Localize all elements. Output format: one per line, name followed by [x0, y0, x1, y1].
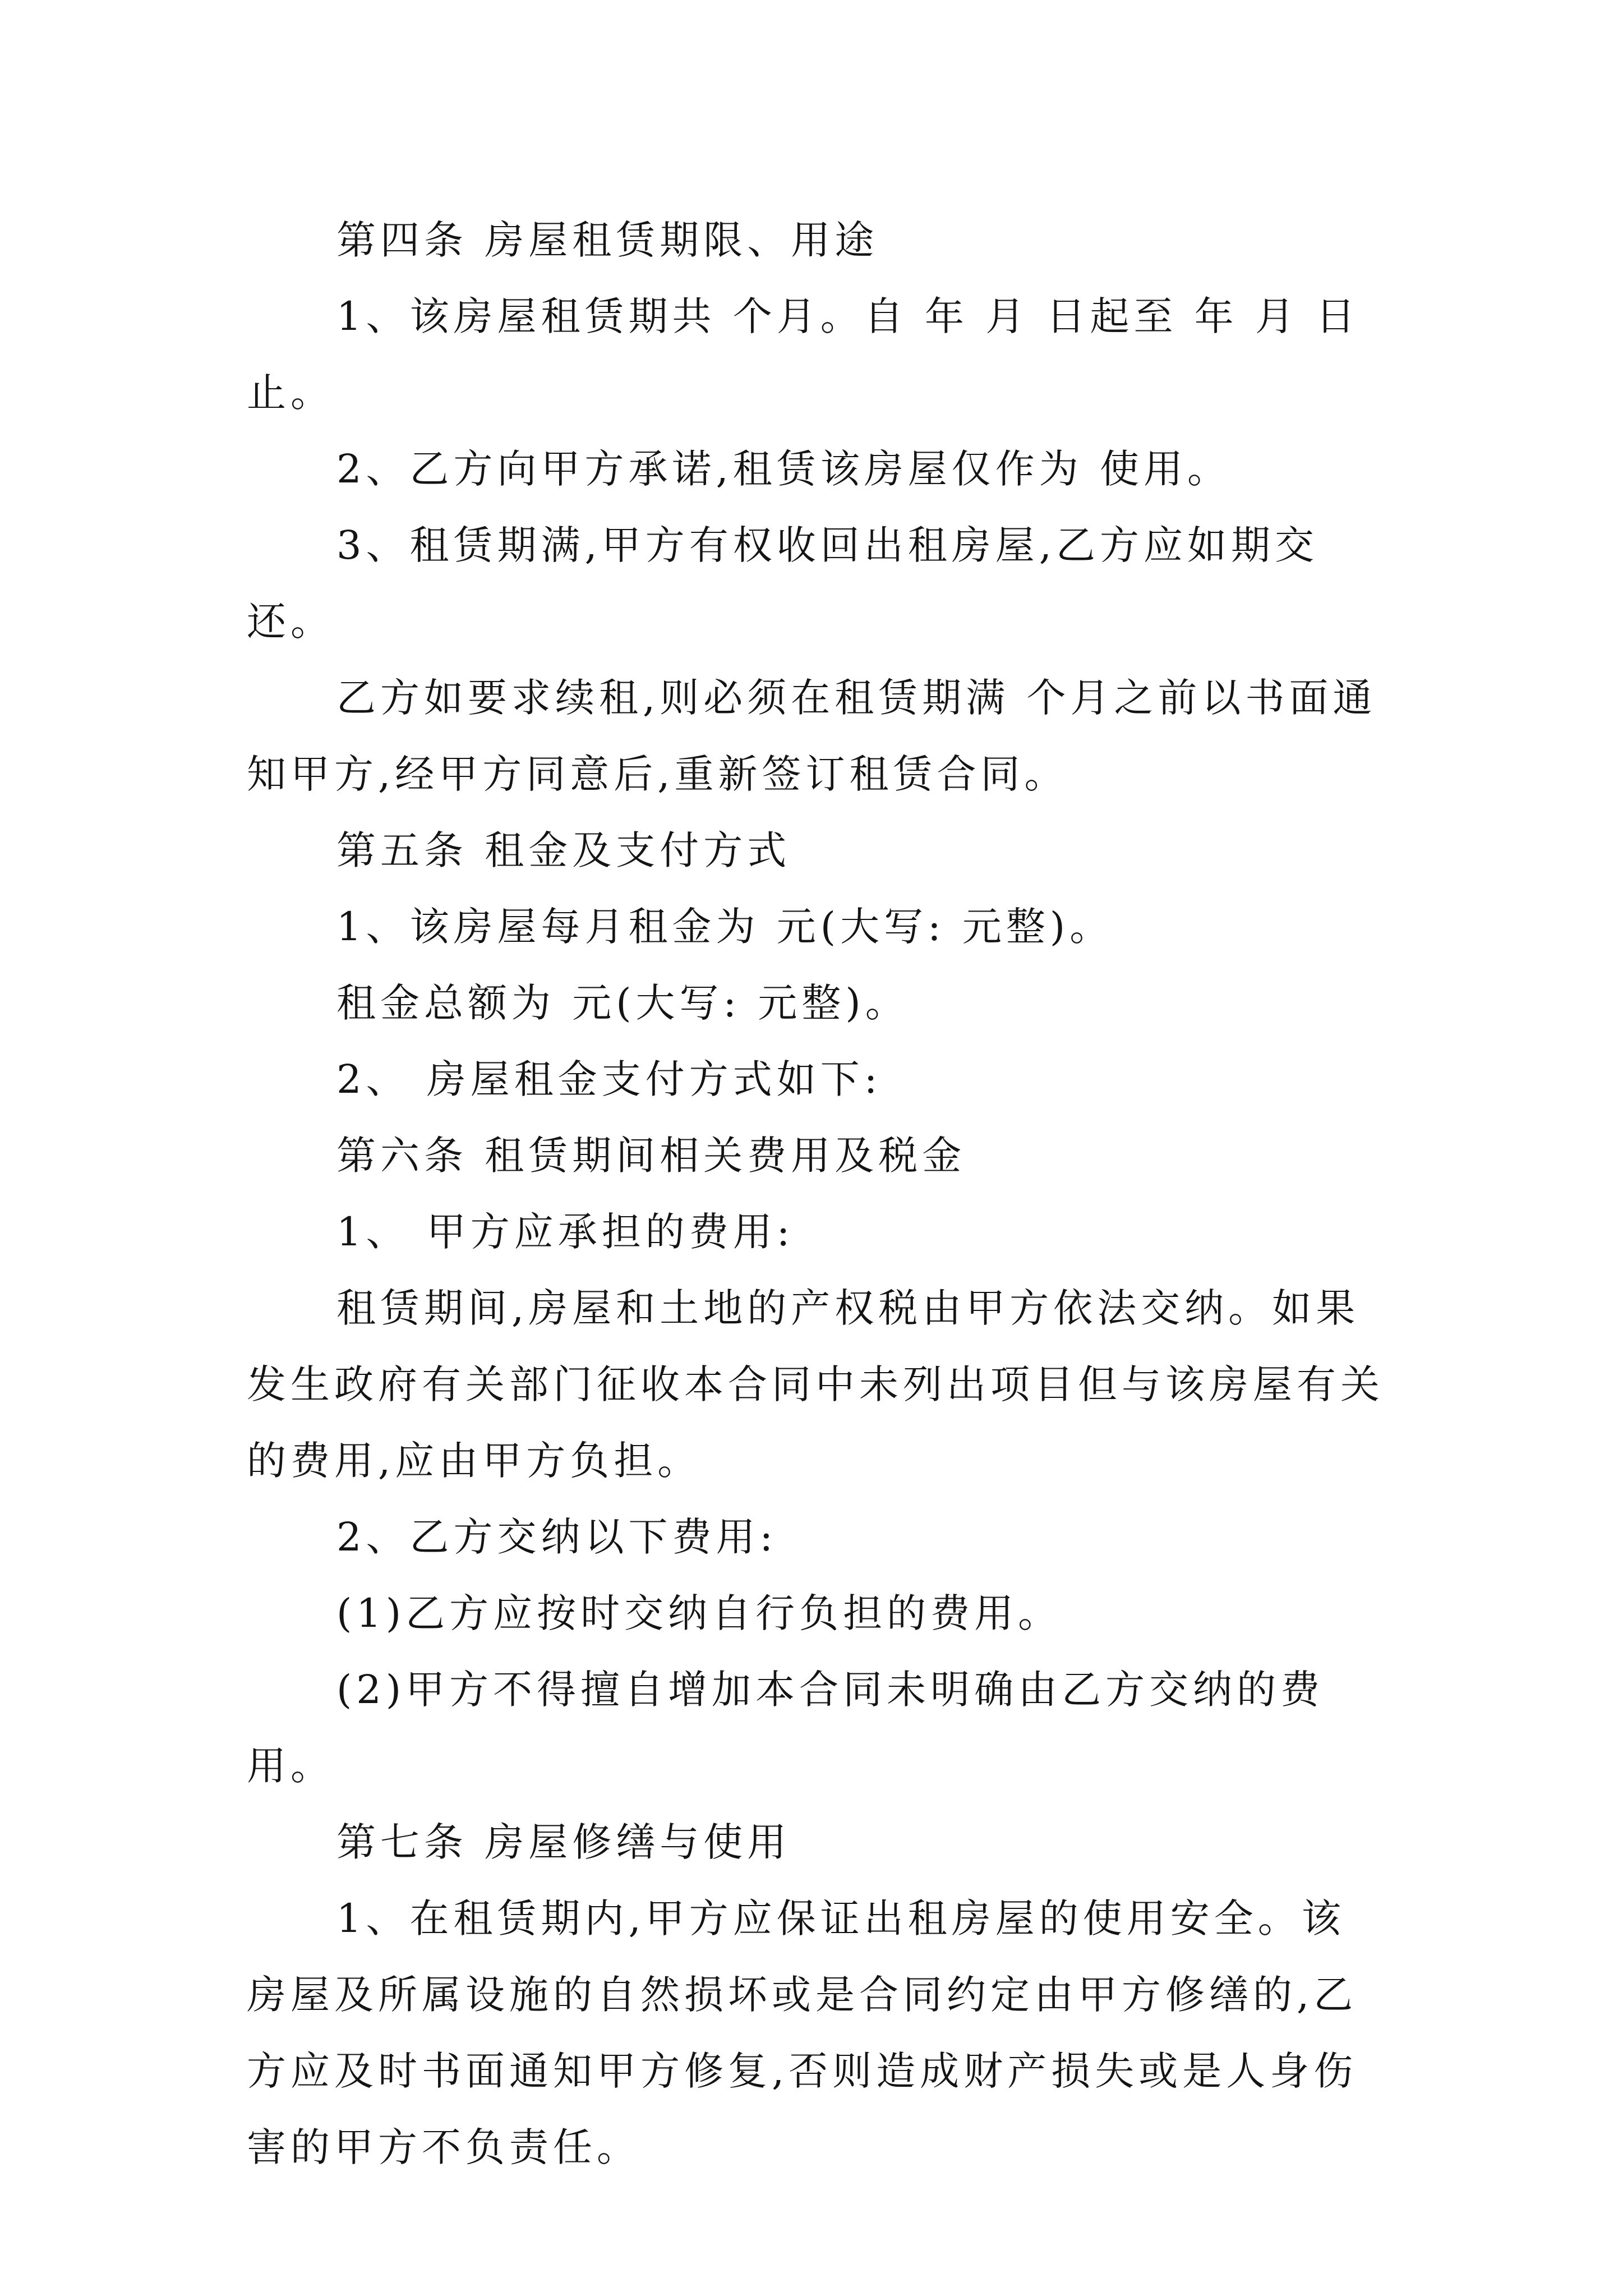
article-5-clause-1: 1、该房屋每月租金为 元(大写: 元整)。	[336, 904, 1114, 950]
article-4-renewal-paragraph: 乙方如要求续租,则必须在租赁期满 个月之前以书面通知甲方,经甲方同意后,重新签订租赁合同。	[247, 675, 1377, 797]
article-6-item-1: (1)乙方应按时交纳自行负担的费用。	[336, 1590, 1062, 1636]
article-4-heading: 第四条 房屋租赁期限、用途	[336, 217, 879, 263]
article-6-heading: 第六条 租赁期间相关费用及税金	[336, 1133, 966, 1179]
article-7-clause-1: 1、在租赁期内,甲方应保证出租房屋的使用安全。该房屋及所属设施的自然损坏或是合同约定由甲方修缮的,乙方应及时书面通知甲方修复,否则造成财产损失或是人身伤害的甲方不负责任。	[247, 1895, 1358, 2170]
article-6-item-2: (2)甲方不得擅自增加本合同未明确由乙方交纳的费用。	[247, 1667, 1325, 1789]
article-4-clause-1: 1、该房屋租赁期共 个月。自 年 月 日起至 年 月 日止。	[247, 293, 1360, 416]
article-5-heading: 第五条 租金及支付方式	[336, 827, 791, 873]
article-6-landlord-fees: 租赁期间,房屋和土地的产权税由甲方依法交纳。如果发生政府有关部门征收本合同中未列出项目但与该房屋有关的费用,应由甲方负担。	[247, 1285, 1384, 1484]
article-7-heading: 第七条 房屋修缮与使用	[336, 1819, 791, 1865]
article-4-clause-2: 2、乙方向甲方承诺,租赁该房屋仅作为 使用。	[336, 446, 1232, 492]
article-5-clause-2: 2、 房屋租金支付方式如下:	[336, 1056, 882, 1102]
article-4-clause-3: 3、租赁期满,甲方有权收回出租房屋,乙方应如期交还。	[247, 522, 1319, 645]
article-5-total-rent: 租金总额为 元(大写: 元整)。	[336, 980, 909, 1026]
article-6-clause-2: 2、乙方交纳以下费用:	[336, 1514, 778, 1560]
document-body	[247, 202, 1385, 2185]
article-6-clause-1: 1、 甲方应承担的费用:	[336, 1209, 795, 1255]
